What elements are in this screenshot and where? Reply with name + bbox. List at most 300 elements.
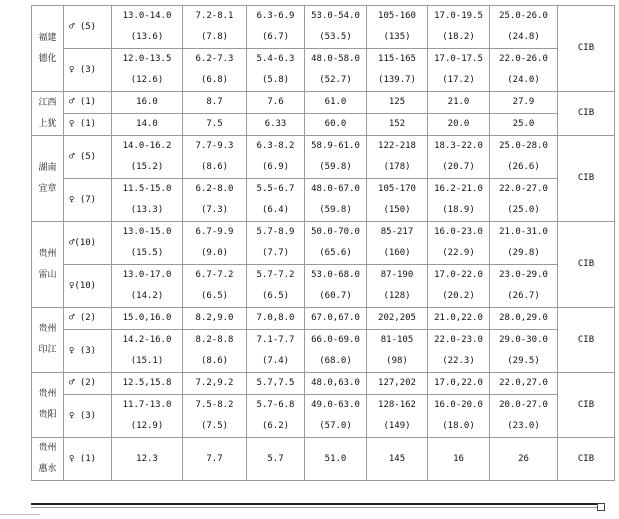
sex-count-cell [64, 222, 112, 265]
sex-count-label: ♂ (5) [69, 151, 97, 162]
locality-label: 雷山 [38, 269, 57, 280]
range-value: 48.0-67.0 [311, 184, 360, 194]
mean-value: (18.0) [442, 421, 475, 431]
measurement-cell [428, 373, 490, 395]
sex-count-cell [64, 438, 112, 481]
measurement-cell [247, 92, 305, 114]
mean-value: (13.6) [130, 32, 164, 42]
table-row [32, 136, 615, 179]
range-value: 53.0-68.0 [311, 270, 360, 280]
range-value: 60.0 [324, 119, 347, 129]
range-value: 6.3-8.2 [256, 141, 295, 151]
sex-count-cell [64, 6, 112, 49]
measurement-cell [112, 330, 183, 373]
range-value: 28.0,29.0 [499, 313, 548, 323]
mean-value: (6.5) [200, 291, 229, 301]
measurement-cell [247, 49, 305, 92]
range-value: 5.7-6.8 [256, 400, 295, 410]
measurement-cell [367, 49, 428, 92]
mean-value: (160) [383, 248, 411, 258]
mean-value: (6.2) [261, 421, 290, 431]
page-edge-line [0, 514, 40, 515]
measurement-cell [428, 114, 490, 136]
measurement-cell [183, 92, 247, 114]
locality-label: 上犹 [38, 118, 57, 129]
collection-ref-cell [558, 438, 615, 481]
mean-value: (178) [383, 162, 411, 172]
range-value: 17.0-19.5 [434, 11, 483, 21]
sex-count-cell [64, 330, 112, 373]
mean-value: (59.8) [319, 205, 352, 215]
measurement-cell [305, 179, 367, 222]
range-value: 49.0-63.0 [311, 400, 360, 410]
range-value: 105-170 [378, 184, 416, 194]
mean-value: (13.3) [130, 205, 164, 215]
collection-ref: CIB [577, 173, 595, 183]
measurement-cell [247, 179, 305, 222]
mean-value: (15.5) [130, 248, 164, 258]
sex-count-cell [64, 114, 112, 136]
measurement-cell [490, 373, 558, 395]
range-value: 20.0-27.0 [499, 400, 548, 410]
range-value: 14.0-16.2 [122, 141, 172, 151]
range-value: 14.2-16.0 [122, 335, 172, 345]
range-value: 7.5 [206, 119, 223, 129]
table-row [32, 92, 615, 114]
mean-value: (12.9) [130, 421, 164, 431]
range-value: 7.0,8.0 [256, 313, 295, 323]
sex-count-cell [64, 92, 112, 114]
sex-count-label: ♀ (1) [69, 119, 97, 129]
measurement-cell [183, 265, 247, 308]
measurement-cell [428, 308, 490, 330]
measurement-cell [490, 330, 558, 373]
locality-label: 福建 [38, 32, 57, 43]
mean-value: (7.3) [200, 205, 229, 215]
measurement-cell [490, 222, 558, 265]
measurement-cell [112, 136, 183, 179]
table-row [32, 49, 615, 92]
measurement-cell [490, 265, 558, 308]
measurement-cell [183, 6, 247, 49]
measurement-cell [367, 179, 428, 222]
locality-label: 印江 [38, 345, 57, 355]
locality-cell [32, 6, 64, 92]
range-value: 7.5-8.2 [195, 400, 234, 410]
mean-value: (25.0) [507, 205, 540, 215]
mean-value: (7.5) [200, 421, 229, 431]
collection-ref: CIB [577, 108, 595, 118]
mean-value: (7.7) [261, 248, 290, 258]
table-resize-handle[interactable] [597, 503, 605, 511]
table-row [32, 179, 615, 222]
range-value: 85-217 [380, 227, 414, 237]
locality-label: 贵州 [38, 443, 57, 453]
collection-ref-cell [558, 6, 615, 92]
range-value: 115-165 [378, 54, 416, 64]
sex-count-cell [64, 308, 112, 330]
range-value: 66.0-69.0 [311, 335, 360, 345]
measurement-cell [490, 49, 558, 92]
measurement-cell [367, 92, 428, 114]
range-value: 6.2-8.0 [195, 184, 234, 194]
measurement-cell [247, 330, 305, 373]
measurement-cell [183, 114, 247, 136]
sex-count-label: ♀ (3) [69, 410, 97, 421]
range-value: 8.2,9.0 [195, 313, 234, 323]
range-value: 81-105 [380, 335, 414, 345]
mean-value: (6.8) [200, 75, 229, 85]
range-value: 16.2-21.0 [434, 184, 483, 194]
measurement-cell [247, 136, 305, 179]
measurement-cell [305, 265, 367, 308]
mean-value: (59.8) [319, 162, 352, 172]
mean-value: (139.7) [378, 75, 416, 85]
measurement-cell [367, 114, 428, 136]
mean-value: (6.4) [261, 205, 290, 215]
sex-count-label: ♀ (7) [69, 194, 97, 205]
measurement-cell [367, 373, 428, 395]
range-value: 12.5,15.8 [122, 378, 172, 388]
measurement-cell [367, 438, 428, 481]
range-value: 11.7-13.0 [122, 400, 172, 410]
table-row [32, 222, 615, 265]
measurement-cell [428, 92, 490, 114]
locality-label: 贵州 [38, 324, 57, 334]
measurement-cell [490, 136, 558, 179]
table-row [32, 308, 615, 330]
range-value: 6.33 [264, 119, 287, 129]
locality-label: 德化 [38, 53, 57, 64]
measurement-cell [367, 136, 428, 179]
range-value: 7.7-9.3 [195, 141, 234, 151]
mean-value: (53.5) [319, 32, 352, 42]
collection-ref-cell [558, 92, 615, 136]
measurement-cell [305, 114, 367, 136]
measurement-cell [112, 222, 183, 265]
measurement-cell [112, 179, 183, 222]
measurement-cell [247, 265, 305, 308]
range-value: 128-162 [378, 400, 416, 410]
range-value: 21.0-31.0 [499, 227, 548, 237]
range-value: 50.0-70.0 [311, 227, 360, 237]
measurement-table [31, 5, 615, 481]
mean-value: (68.0) [319, 356, 352, 366]
range-value: 7.7 [206, 453, 223, 464]
measurement-cell [367, 222, 428, 265]
measurement-cell [247, 395, 305, 438]
sex-count-label: ♀ (3) [69, 64, 97, 75]
measurement-cell [112, 49, 183, 92]
locality-cell [32, 136, 64, 222]
measurement-cell [428, 49, 490, 92]
collection-ref: CIB [577, 399, 595, 410]
measurement-cell [367, 330, 428, 373]
range-value: 13.0-17.0 [122, 270, 172, 280]
sex-count-label: ♀ (1) [69, 453, 97, 464]
measurement-cell [183, 438, 247, 481]
measurement-cell [428, 136, 490, 179]
mean-value: (29.5) [507, 356, 540, 366]
locality-cell [32, 438, 64, 481]
collection-ref: CIB [577, 453, 595, 464]
mean-value: (6.5) [261, 291, 290, 301]
locality-cell [32, 92, 64, 136]
range-value: 16 [453, 453, 464, 464]
mean-value: (7.8) [200, 32, 229, 42]
range-value: 145 [388, 453, 406, 464]
measurement-cell [247, 308, 305, 330]
range-value: 8.7 [206, 97, 223, 107]
locality-label: 湖南 [38, 162, 57, 173]
table-bottom-rule [31, 503, 597, 505]
sex-count-cell [64, 395, 112, 438]
collection-ref-cell [558, 136, 615, 222]
measurement-cell [428, 265, 490, 308]
locality-label: 宜章 [38, 183, 57, 194]
collection-ref-cell [558, 373, 615, 438]
range-value: 22.0-26.0 [499, 54, 548, 64]
measurement-cell [428, 6, 490, 49]
range-value: 16.0 [136, 97, 158, 107]
table-bottom-rule-thin [31, 507, 597, 508]
measurement-cell [183, 373, 247, 395]
mean-value: (7.4) [261, 356, 290, 366]
measurement-cell [367, 6, 428, 49]
table-row [32, 6, 615, 49]
table-row [32, 265, 615, 308]
range-value: 18.3-22.0 [434, 141, 483, 151]
range-value: 23.0-29.0 [499, 270, 548, 280]
collection-ref: CIB [577, 259, 595, 269]
range-value: 5.5-6.7 [256, 184, 295, 194]
collection-ref: CIB [577, 43, 595, 53]
measurement-cell [490, 179, 558, 222]
locality-label: 江西 [38, 97, 57, 108]
measurement-cell [247, 114, 305, 136]
measurement-cell [490, 438, 558, 481]
mean-value: (149) [383, 421, 411, 431]
sex-count-cell [64, 373, 112, 395]
mean-value: (15.1) [130, 356, 164, 366]
measurement-cell [112, 6, 183, 49]
measurement-cell [367, 395, 428, 438]
measurement-cell [183, 222, 247, 265]
range-value: 7.2-8.1 [195, 11, 234, 21]
mean-value: (26.7) [507, 291, 540, 301]
range-value: 27.9 [512, 97, 535, 107]
measurement-cell [183, 136, 247, 179]
mean-value: (12.6) [130, 75, 164, 85]
mean-value: (6.9) [261, 162, 290, 172]
measurement-cell [428, 438, 490, 481]
mean-value: (24.0) [507, 75, 540, 85]
sex-count-cell [64, 49, 112, 92]
range-value: 8.2-8.8 [195, 335, 234, 345]
locality-cell [32, 222, 64, 308]
measurement-cell [305, 222, 367, 265]
sex-count-label: ♂ (5) [69, 21, 97, 32]
table-row [32, 114, 615, 136]
measurement-cell [428, 179, 490, 222]
mean-value: (20.2) [442, 291, 475, 301]
range-value: 26 [518, 453, 529, 464]
range-value: 48.0,63.0 [311, 378, 360, 388]
measurement-cell [305, 395, 367, 438]
measurement-cell [428, 330, 490, 373]
table-row [32, 395, 615, 438]
range-value: 58.9-61.0 [311, 141, 360, 151]
measurement-cell [305, 438, 367, 481]
sex-count-label: ♂(10) [69, 237, 97, 248]
range-value: 21.0 [447, 97, 470, 107]
range-value: 14.0 [136, 119, 158, 129]
measurement-cell [490, 6, 558, 49]
range-value: 5.7-8.9 [256, 227, 295, 237]
range-value: 22.0-27.0 [499, 184, 548, 194]
measurement-cell [183, 179, 247, 222]
measurement-cell [247, 373, 305, 395]
measurement-cell [112, 114, 183, 136]
measurement-cell [305, 136, 367, 179]
sex-count-label: ♀(10) [69, 280, 97, 291]
measurement-cell [183, 49, 247, 92]
range-value: 12.3 [136, 453, 158, 464]
measurement-cell [112, 265, 183, 308]
mean-value: (52.7) [319, 75, 352, 85]
measurement-cell [305, 373, 367, 395]
sex-count-cell [64, 136, 112, 179]
measurement-cell [367, 265, 428, 308]
measurement-cell [428, 222, 490, 265]
measurement-cell [112, 438, 183, 481]
sex-count-cell [64, 179, 112, 222]
mean-value: (22.9) [442, 248, 475, 258]
range-value: 17.0-17.5 [434, 54, 483, 64]
measurement-cell [183, 308, 247, 330]
range-value: 5.7,7.5 [256, 378, 295, 388]
range-value: 15.0,16.0 [122, 313, 172, 323]
locality-cell [32, 373, 64, 438]
range-value: 61.0 [324, 97, 347, 107]
range-value: 87-190 [380, 270, 414, 280]
table-row [32, 330, 615, 373]
measurement-cell [490, 92, 558, 114]
range-value: 21.0,22.0 [434, 313, 483, 323]
mean-value: (135) [383, 32, 411, 42]
range-value: 7.1-7.7 [256, 335, 295, 345]
measurement-cell [305, 92, 367, 114]
range-value: 17.0-22.0 [434, 270, 483, 280]
sex-count-label: ♀ (3) [69, 345, 97, 356]
locality-label: 贵州 [38, 248, 57, 259]
sex-count-label: ♂ (1) [69, 97, 97, 107]
range-value: 22.0-23.0 [434, 335, 483, 345]
measurement-cell [183, 330, 247, 373]
range-value: 20.0 [447, 119, 470, 129]
range-value: 202,205 [378, 313, 416, 323]
mean-value: (22.3) [442, 356, 475, 366]
mean-value: (6.7) [261, 32, 290, 42]
measurement-cell [490, 308, 558, 330]
range-value: 53.0-54.0 [311, 11, 360, 21]
range-value: 11.5-15.0 [122, 184, 172, 194]
mean-value: (15.2) [130, 162, 164, 172]
range-value: 5.7 [267, 453, 284, 464]
range-value: 105-160 [378, 11, 416, 21]
range-value: 5.4-6.3 [256, 54, 295, 64]
mean-value: (57.0) [319, 421, 352, 431]
range-value: 152 [388, 119, 406, 129]
mean-value: (24.8) [507, 32, 540, 42]
mean-value: (65.6) [319, 248, 352, 258]
mean-value: (18.2) [442, 32, 475, 42]
mean-value: (18.9) [442, 205, 475, 215]
range-value: 125 [388, 97, 406, 107]
range-value: 6.7-7.2 [195, 270, 234, 280]
measurement-cell [367, 308, 428, 330]
mean-value: (26.6) [507, 162, 540, 172]
range-value: 6.2-7.3 [195, 54, 234, 64]
measurement-cell [305, 308, 367, 330]
measurement-cell [112, 92, 183, 114]
mean-value: (8.6) [200, 162, 229, 172]
measurement-cell [112, 373, 183, 395]
locality-label: 贵州 [38, 389, 57, 399]
mean-value: (23.0) [507, 421, 540, 431]
range-value: 5.7-7.2 [256, 270, 295, 280]
measurement-cell [305, 6, 367, 49]
measurement-cell [428, 395, 490, 438]
range-value: 6.3-6.9 [256, 11, 295, 21]
measurement-cell [490, 395, 558, 438]
mean-value: (60.7) [319, 291, 352, 301]
range-value: 25.0 [512, 119, 535, 129]
range-value: 13.0-14.0 [122, 11, 172, 21]
range-value: 127,202 [378, 378, 416, 388]
range-value: 12.0-13.5 [122, 54, 172, 64]
measurement-cell [490, 114, 558, 136]
locality-label: 惠水 [38, 464, 57, 474]
range-value: 17.0,22.0 [434, 378, 483, 388]
measurement-cell [305, 330, 367, 373]
range-value: 6.7-9.9 [195, 227, 234, 237]
locality-label: 贵阳 [38, 410, 57, 420]
range-value: 16.0-20.0 [434, 400, 483, 410]
measurement-cell [112, 308, 183, 330]
sex-count-label: ♂ (2) [69, 313, 97, 323]
collection-ref-cell [558, 222, 615, 308]
table-row [32, 373, 615, 395]
mean-value: (150) [383, 205, 411, 215]
collection-ref: CIB [577, 334, 595, 345]
range-value: 22.0,27.0 [499, 378, 548, 388]
sex-count-label: ♂ (2) [69, 378, 97, 388]
range-value: 51.0 [324, 453, 347, 464]
measurement-cell [112, 395, 183, 438]
mean-value: (20.7) [442, 162, 475, 172]
mean-value: (8.6) [200, 356, 229, 366]
range-value: 7.2,9.2 [195, 378, 234, 388]
table-row [32, 438, 615, 481]
range-value: 25.0-28.0 [499, 141, 548, 151]
measurement-cell [305, 49, 367, 92]
range-value: 67.0,67.0 [311, 313, 360, 323]
mean-value: (9.0) [200, 248, 229, 258]
range-value: 122-218 [378, 141, 416, 151]
range-value: 29.0-30.0 [499, 335, 548, 345]
range-value: 25.0-26.0 [499, 11, 548, 21]
